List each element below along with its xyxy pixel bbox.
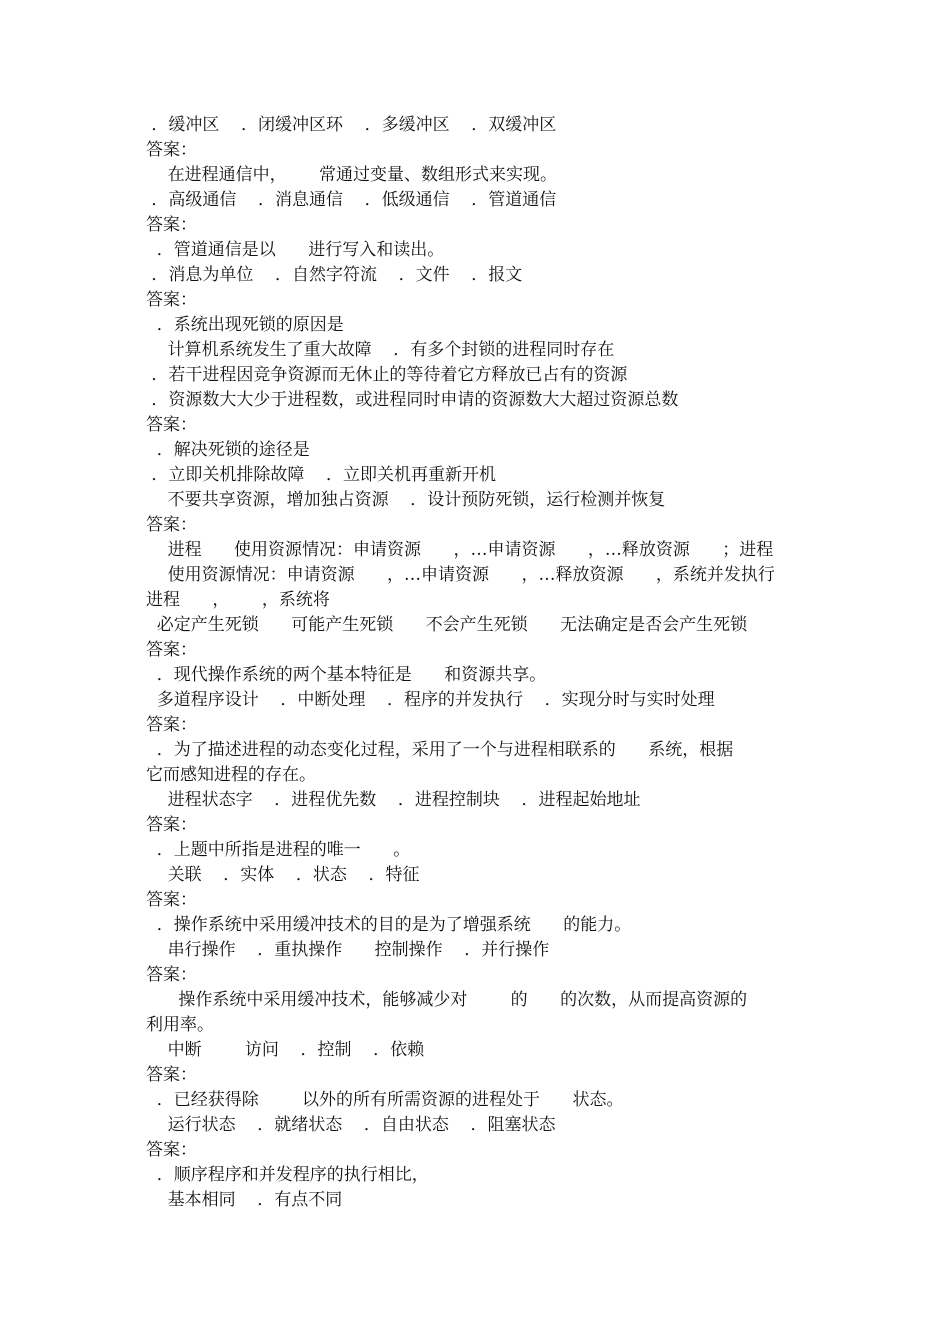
answer-label: 答案： (146, 415, 197, 435)
answer-label: 答案： (146, 140, 197, 160)
answer-label: 答案： (146, 890, 197, 910)
options-line: 中断 访问 ．控制 ．依赖 (146, 1040, 425, 1060)
question-line: 使用资源情况：申请资源 ，…申请资源 ，…释放资源 ，系统并发执行 (146, 565, 775, 585)
question-line: 进程 使用资源情况：申请资源 ，…申请资源 ，…释放资源 ；进程 (146, 540, 774, 560)
options-line: 关联 ．实体 ．状态 ．特征 (146, 865, 420, 885)
question-line: ．操作系统中采用缓冲技术的目的是为了增强系统 的能力。 (146, 915, 632, 935)
options-line: 串行操作 ．重执操作 控制操作 ．并行操作 (146, 940, 550, 960)
answer-label: 答案： (146, 515, 197, 535)
options-line: 运行状态 ．就绪状态 ．自由状态 ．阻塞状态 (146, 1115, 556, 1135)
options-line: 计算机系统发生了重大故障 ．有多个封锁的进程同时存在 (146, 340, 615, 360)
options-line: ．立即关机排除故障 ．立即关机再重新开机 (146, 465, 497, 485)
answer-label: 答案： (146, 715, 197, 735)
options-line: 进程状态字 ．进程优先数 ．进程控制块 ．进程起始地址 (146, 790, 641, 810)
question-line: ．管道通信是以 进行写入和读出。 (146, 240, 445, 260)
options-line: ．若干进程因竞争资源而无休止的等待着它方释放已占有的资源 (146, 365, 628, 385)
question-line: 在进程通信中， 常通过变量、数组形式来实现。 (146, 165, 558, 185)
options-line: ．资源数大大少于进程数，或进程同时申请的资源数大大超过资源总数 (146, 390, 679, 410)
question-line: 利用率。 (146, 1015, 214, 1035)
question-line: ．系统出现死锁的原因是 (146, 315, 344, 335)
options-line: 不要共享资源，增加独占资源 ．设计预防死锁，运行检测并恢复 (146, 490, 666, 510)
question-line: ．现代操作系统的两个基本特征是 和资源共享。 (146, 665, 547, 685)
answer-label: 答案： (146, 290, 197, 310)
answer-label: 答案： (146, 965, 197, 985)
answer-label: 答案： (146, 640, 197, 660)
answer-label: 答案： (146, 815, 197, 835)
answer-label: 答案： (146, 1065, 197, 1085)
question-line: 它而感知进程的存在。 (146, 765, 316, 785)
options-line: 必定产生死锁 可能产生死锁 不会产生死锁 无法确定是否会产生死锁 (146, 615, 748, 635)
question-line: 操作系统中采用缓冲技术，能够减少对 的 的次数，从而提高资源的 (146, 990, 748, 1010)
answer-label: 答案： (146, 1140, 197, 1160)
question-line: ．上题中所指是进程的唯一 。 (146, 840, 411, 860)
question-line: ．解决死锁的途径是 (146, 440, 310, 460)
question-line: ．已经获得除 以外的所有所需资源的进程处于 状态。 (146, 1090, 624, 1110)
options-line: ．消息为单位 ．自然字符流 ．文件 ．报文 (146, 265, 523, 285)
question-line: ．为了描述进程的动态变化过程，采用了一个与进程相联系的 系统，根据 (146, 740, 734, 760)
question-line: ．顺序程序和并发程序的执行相比， (146, 1165, 429, 1185)
options-line: ．高级通信 ．消息通信 ．低级通信 ．管道通信 (146, 190, 557, 210)
options-line: 基本相同 ．有点不同 (146, 1190, 343, 1210)
answer-label: 答案： (146, 215, 197, 235)
question-line: 进程 ， ，系统将 (146, 590, 330, 610)
options-line: 多道程序设计 ．中断处理 ．程序的并发执行 ．实现分时与实时处理 (146, 690, 715, 710)
text-line: ．缓冲区 ．闭缓冲区环 ．多缓冲区 ．双缓冲区 (146, 115, 557, 135)
